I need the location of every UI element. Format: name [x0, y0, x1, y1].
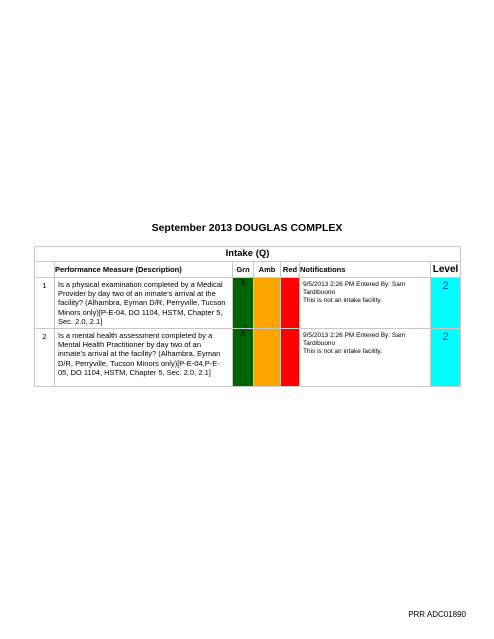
measure-header: Performance Measure (Description) [55, 262, 233, 278]
section-title: Intake (Q) [35, 247, 461, 262]
level-cell: 2 [431, 278, 461, 329]
grn-status-cell: X [233, 329, 254, 387]
section-header-row [35, 247, 461, 262]
measure-description: Is a physical examination completed by a Medical Provider by day two of an inmate's arrival at the facility? (Alhambra, Eyman D/R, Perryville, Tucson Minors only)[P-E-04, DO 1104, HSTM, Chapter 5, Sec. 2.0, 2.1] [55, 278, 233, 329]
notification-note: This is not an intake facility. [303, 348, 382, 356]
notification-note: This is not an intake facility. [303, 297, 382, 304]
row-number: 2 [35, 329, 55, 387]
notification-cell [300, 329, 431, 387]
table-row [35, 278, 461, 329]
level-header: Level [431, 262, 461, 278]
notifications-header: Notifications [300, 262, 431, 278]
amb-status-cell [254, 278, 281, 329]
red-header: Red [281, 262, 300, 278]
column-header-row [35, 262, 461, 278]
measure-description: Is a mental health assessment completed by a Mental Health Practitioner by day two of an inmate's arrival at the facility? (Alhambra, Eyman D/R, Perryville, Tucson Minors only)[P-E-04,P-E-05, DO 1104, HSTM, Chapter 5, Sec. 2.0, 2.1] [55, 329, 233, 387]
num-header [35, 262, 55, 278]
amb-header: Amb [254, 262, 281, 278]
notification-entry: 9/5/2013 2:26 PM Entered By: Sam Tardibuono [303, 281, 406, 296]
report-title: September 2013 DOUGLAS COMPLEX [151, 222, 343, 234]
table-row [35, 329, 461, 387]
amb-status-cell [254, 329, 281, 387]
grn-status-cell: X [233, 278, 254, 329]
red-status-cell [281, 278, 300, 329]
level-cell: 2 [431, 329, 461, 387]
red-status-cell [281, 329, 300, 387]
bates-number: PRR ADC01890 [408, 610, 466, 619]
notification-entry: 9/5/2013 2:26 PM Entered By: Sam Tardibuono [303, 332, 406, 348]
notification-cell [300, 278, 431, 329]
intake-table [34, 246, 461, 387]
row-number: 1 [35, 278, 55, 329]
grn-header: Grn [233, 262, 254, 278]
